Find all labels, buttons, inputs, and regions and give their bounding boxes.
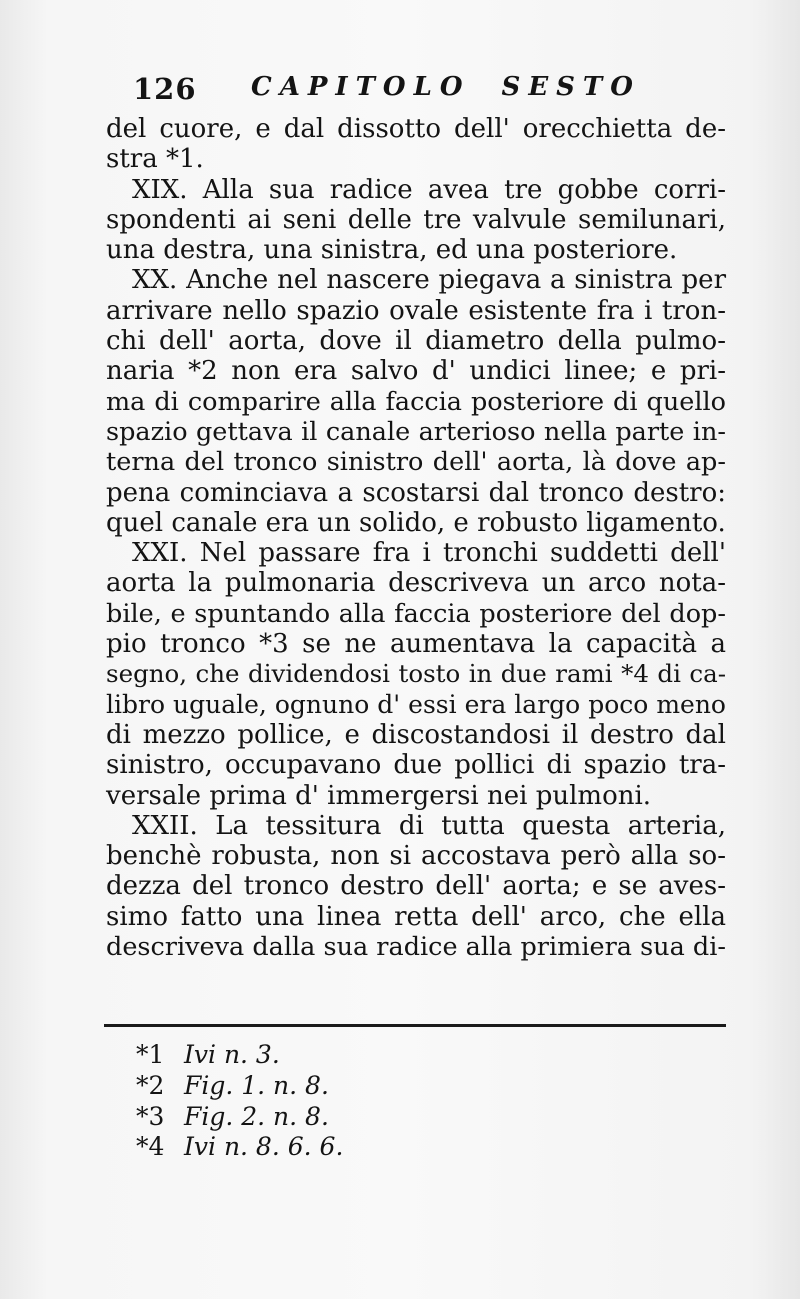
paragraph-xxi-start: XXI. Nel passare fra i tronchi suddetti dell'	[132, 538, 726, 569]
paragraph-xxii-start: XXII. La tessitura di tutta questa arteria,	[132, 810, 726, 841]
text-line: una destra, una sinistra, ed una posteriore.	[106, 235, 678, 266]
paragraph-xx-start: XX. Anche nel nascere piegava a sinistra per	[132, 265, 726, 296]
text-line: quel canale era un solido, e robusto ligamento.	[106, 507, 726, 538]
text-line: spazio gettava il canale arterioso nella parte in-	[106, 416, 726, 447]
footnote	[136, 1102, 556, 1133]
footnote-rule	[104, 1024, 726, 1027]
footnote-text: Fig. 1. n. 8.	[184, 1070, 329, 1100]
text-line: pena cominciava a scostarsi dal tronco destro:	[106, 477, 726, 508]
paragraph-xix-start: XIX. Alla sua radice avea tre gobbe corri-	[132, 174, 726, 205]
text-line: descriveva dalla sua radice alla primiera sua di-	[106, 932, 726, 963]
text-line: arrivare nello spazio ovale esistente fra i tron-	[106, 295, 726, 326]
body-text	[106, 114, 726, 962]
text-line: spondenti ai seni delle tre valvule semilunari,	[106, 204, 726, 235]
footnote-mark: *1	[136, 1040, 165, 1069]
footnote-mark: *3	[136, 1101, 165, 1131]
text-line: bile, e spuntando alla faccia posteriore del dop-	[106, 598, 726, 629]
running-head: CAPITOLO SESTO	[251, 72, 641, 102]
text-line: aorta la pulmonaria descriveva un arco nota-	[106, 568, 726, 599]
text-line: chi dell' aorta, dove il diametro della pulmo-	[106, 326, 726, 357]
text-line: di mezzo pollice, e discostandosi il destro dal	[106, 719, 726, 750]
footnote	[136, 1040, 556, 1071]
text-line: dezza del tronco destro dell' aorta; e se aves-	[106, 871, 726, 902]
text-line: simo fatto una linea retta dell' arco, che ella	[106, 901, 726, 932]
text-line: del cuore, e dal dissotto dell' orecchietta de-	[106, 114, 726, 144]
page-number: 126	[133, 72, 197, 106]
text-line: benchè robusta, non si accostava però alla so-	[106, 841, 726, 872]
page-header	[133, 72, 740, 112]
footnote-text: Fig. 2. n. 8.	[184, 1101, 329, 1131]
footnote-mark: *4	[136, 1132, 165, 1162]
text-line: pio tronco *3 se ne aumentava la capacità a	[106, 629, 726, 660]
footnote-mark: *2	[136, 1070, 165, 1100]
text-line: stra *1.	[106, 144, 204, 175]
footnote-text: Ivi n. 8. 6. 6.	[184, 1132, 344, 1162]
footnote-text: Ivi n. 3.	[184, 1040, 280, 1069]
text-line: segno, che dividendosi tosto in due rami *4 di ca-	[106, 659, 726, 689]
text-line: terna del tronco sinistro dell' aorta, là dove ap-	[106, 447, 726, 478]
text-line: versale prima d' immergersi nei pulmoni.	[106, 780, 652, 811]
text-line: libro uguale, ognuno d' essi era largo poco meno	[106, 689, 726, 719]
footnote	[136, 1071, 556, 1102]
text-line: naria *2 non era salvo d' undici linee; e pri-	[106, 356, 726, 387]
footnote	[136, 1132, 556, 1163]
text-line: ma di comparire alla faccia posteriore di quello	[106, 386, 726, 417]
text-line: sinistro, occupavano due pollici di spazio tra-	[106, 750, 726, 781]
footnotes	[136, 1040, 556, 1163]
